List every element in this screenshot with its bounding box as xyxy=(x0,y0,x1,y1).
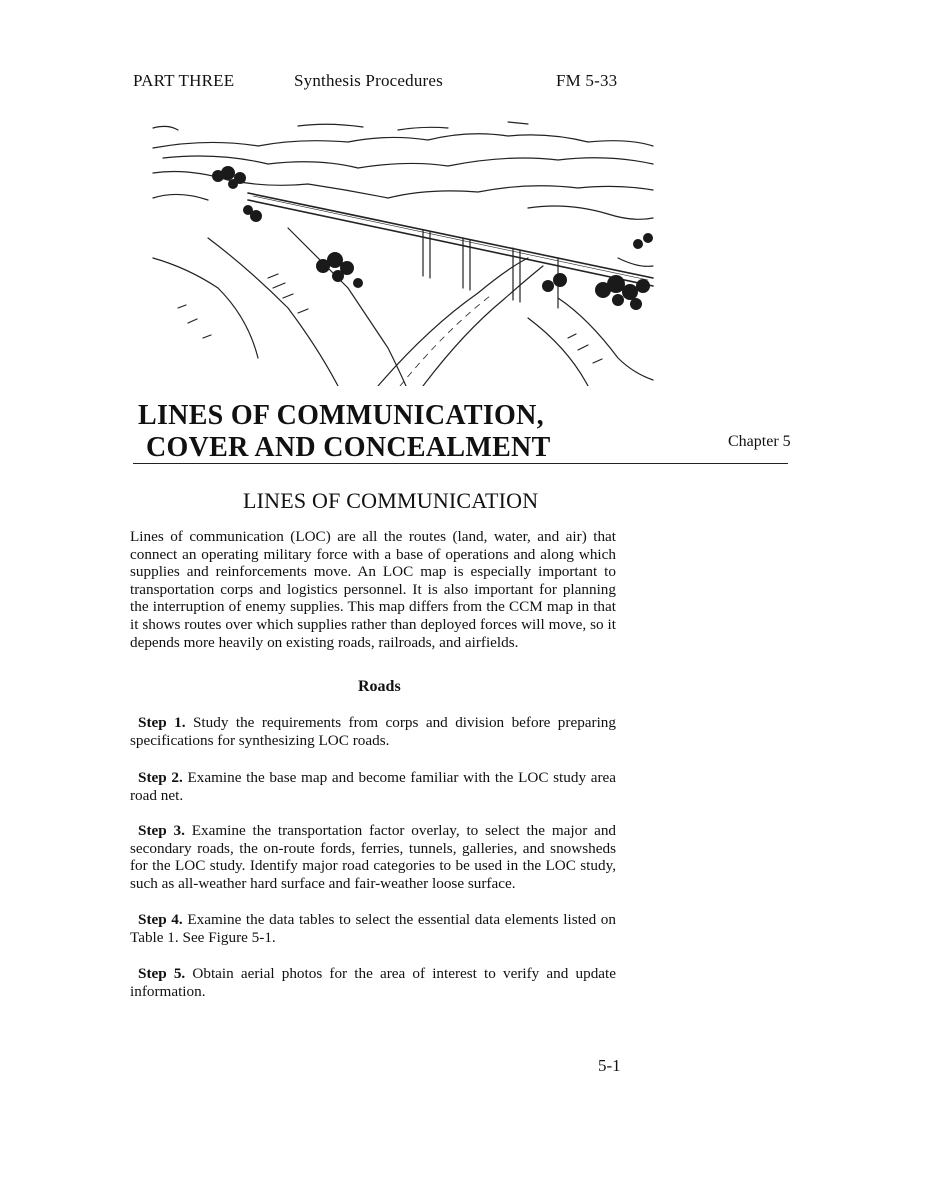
header-manual-number: FM 5-33 xyxy=(556,71,618,90)
step-text: Examine the data tables to select the essential data elements listed on Table 1. See Figure 5-1. xyxy=(130,911,616,946)
step-paragraph xyxy=(130,965,616,1000)
step-paragraph xyxy=(130,822,616,892)
step-text: Study the requirements from corps and division before preparing specifications for synthesizing LOC roads. xyxy=(130,714,616,749)
step-label: Step 5. xyxy=(138,965,186,982)
header-section: Synthesis Procedures xyxy=(294,71,443,90)
section-title: LINES OF COMMUNICATION xyxy=(243,488,539,513)
header-part: PART THREE xyxy=(133,71,235,90)
step-label: Step 2. xyxy=(138,769,183,786)
chapter-label: Chapter 5 xyxy=(728,433,791,450)
page-number: 5-1 xyxy=(598,1056,621,1075)
step-paragraph xyxy=(130,769,616,804)
step-label: Step 3. xyxy=(138,822,185,839)
step-text: Examine the base map and become familiar with the LOC study area road net. xyxy=(130,769,617,804)
subsection-heading-roads: Roads xyxy=(358,678,401,695)
step-text: Obtain aerial photos for the area of interest to verify and update information. xyxy=(130,965,616,1000)
step-paragraph xyxy=(130,911,616,946)
intro-paragraph: Lines of communication (LOC) are all the routes (land, water, and air) that connect an operating military force with a base of operations and along which supplies and reinforcements move. An LOC map is especially important to transportation corps and logistics personnel. It is also important for planning the interruption of enemy supplies. This map differs from the CCM map in that it shows routes over which supplies rather than deployed forces will move, so it depends more heavily on existing roads, railroads, and airfields. xyxy=(130,528,616,651)
step-text: Examine the transportation factor overlay, to select the major and secondary roads, the on-route fords, ferries, tunnels, galleries, and snowsheds for the LOC study. Identify major road categories to be used in the LOC study, such as all-weather hard surface and fair-weather loose surface. xyxy=(130,822,617,892)
step-paragraph xyxy=(130,714,616,749)
chapter-title-line2: COVER AND CONCEALMENT xyxy=(146,432,551,463)
step-label: Step 4. xyxy=(138,911,183,928)
chapter-title-line1: LINES OF COMMUNICATION, xyxy=(138,400,544,431)
bridge-landscape-illustration xyxy=(148,118,658,386)
step-label: Step 1. xyxy=(138,714,186,731)
title-divider xyxy=(133,463,788,464)
